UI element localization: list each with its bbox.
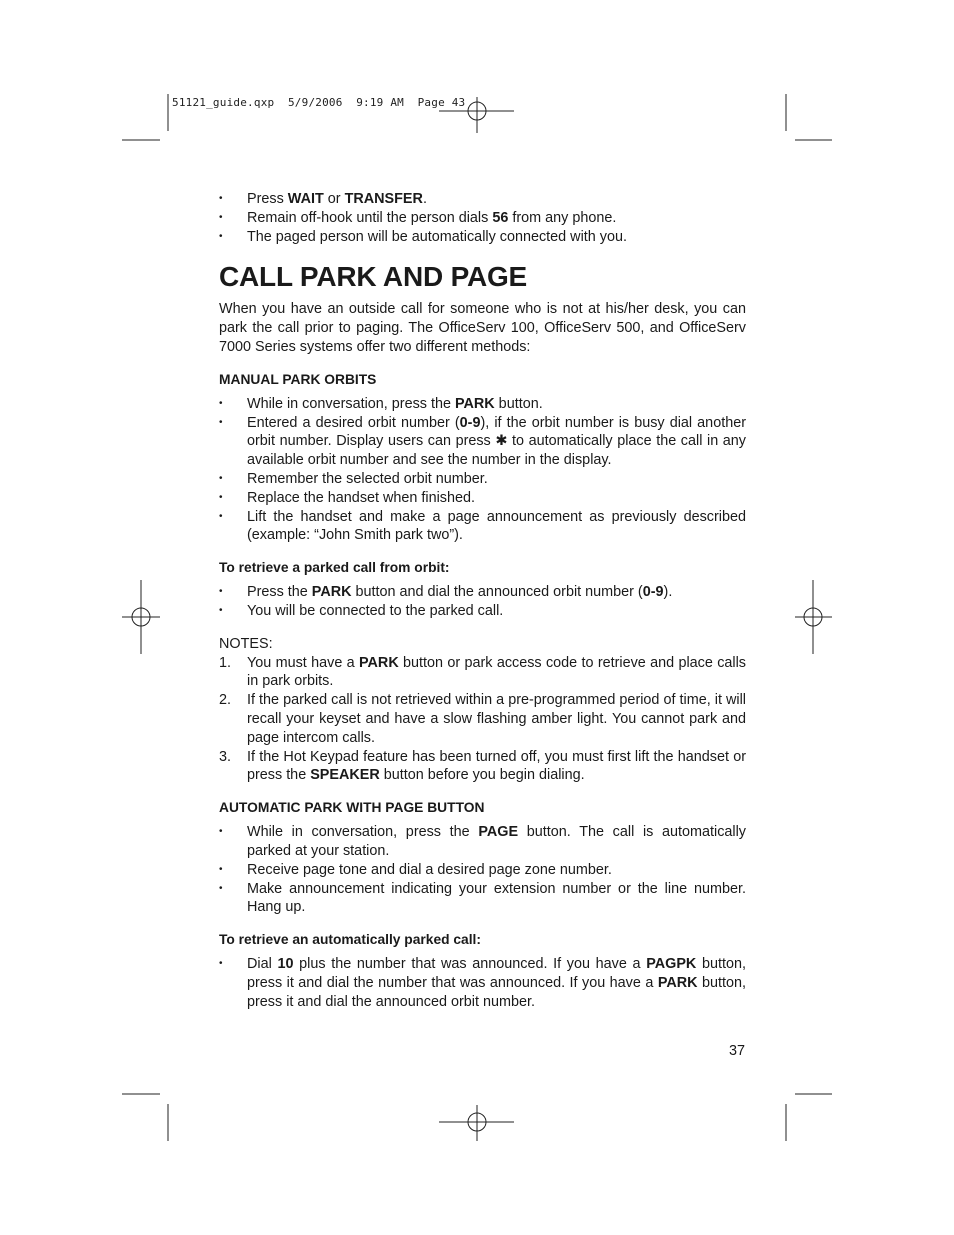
print-slug: 51121_guide.qxp 5/9/2006 9:19 AM Page 43 — [172, 96, 466, 109]
retrieve-auto-bullets — [219, 955, 746, 1011]
list-item: • You will be connected to the parked call. — [219, 602, 746, 621]
page-number: 37 — [729, 1043, 746, 1059]
list-item: • The paged person will be automatically connected with you. — [219, 228, 746, 247]
intro-paragraph: When you have an outside call for someone who is not at his/her desk, you can park the call prior to paging. The OfficeServ 100, OfficeServ 500, and OfficeServ 7000 Series systems offer two different methods: — [219, 301, 746, 355]
retrieve-orbit-bullets — [219, 583, 746, 621]
notes-label: NOTES: — [219, 635, 273, 652]
intro-bullets — [219, 190, 746, 246]
list-item: • Replace the handset when finished. — [219, 489, 746, 508]
list-item: • Remember the selected orbit number. — [219, 470, 746, 489]
list-item: • Receive page tone and dial a desired page zone number. — [219, 861, 746, 880]
note-number: 1. — [219, 654, 232, 671]
retrieve-orbit-heading: To retrieve a parked call from orbit: — [219, 560, 450, 576]
retrieve-auto-heading: To retrieve an automatically parked call: — [219, 932, 481, 948]
list-item: • Press WAIT or TRANSFER. — [219, 190, 746, 209]
list-item: • Press the PARK button and dial the announced orbit number (0-9). — [219, 583, 746, 602]
list-item: • While in conversation, press the PAGE button. The call is automatically parked at your station. — [219, 823, 746, 861]
list-item: • While in conversation, press the PARK button. — [219, 395, 746, 414]
list-item: • Lift the handset and make a page announcement as previously described (example: “John Smith park two”). — [219, 508, 746, 546]
page-content — [219, 190, 746, 1012]
notes-list — [219, 654, 746, 786]
note-item: 3. If the Hot Keypad feature has been turned off, you must first lift the handset or press the SPEAKER button before you begin dialing. — [219, 748, 746, 784]
list-item: • Dial 10 plus the number that was announced. If you have a PAGPK button, press it and dial the number that was announced. If you have a PARK button, press it and dial the announced orbit number. — [219, 955, 746, 1011]
note-item: 1. You must have a PARK button or park access code to retrieve and place calls in park orbits. — [219, 654, 746, 690]
list-item: • Make announcement indicating your extension number or the line number. Hang up. — [219, 880, 746, 918]
note-number: 2. — [219, 692, 232, 709]
list-item: • Remain off-hook until the person dials 56 from any phone. — [219, 209, 746, 228]
section-title: CALL PARK AND PAGE — [219, 261, 528, 293]
manual-park-bullets — [219, 395, 746, 545]
note-number: 3. — [219, 748, 232, 765]
automatic-park-bullets — [219, 823, 746, 917]
manual-park-heading: MANUAL PARK ORBITS — [219, 371, 377, 387]
automatic-park-heading: AUTOMATIC PARK WITH PAGE BUTTON — [219, 800, 485, 816]
list-item: • Entered a desired orbit number (0-9), if the orbit number is busy dial another orbit number. Display users can press ✱ to automatically place the call in any available orbit number and see the number in the display. — [219, 414, 746, 470]
note-item: 2. If the parked call is not retrieved within a pre-programmed period of time, it will recall your keyset and have a slow flashing amber light. You cannot park and page intercom calls. — [219, 692, 746, 746]
